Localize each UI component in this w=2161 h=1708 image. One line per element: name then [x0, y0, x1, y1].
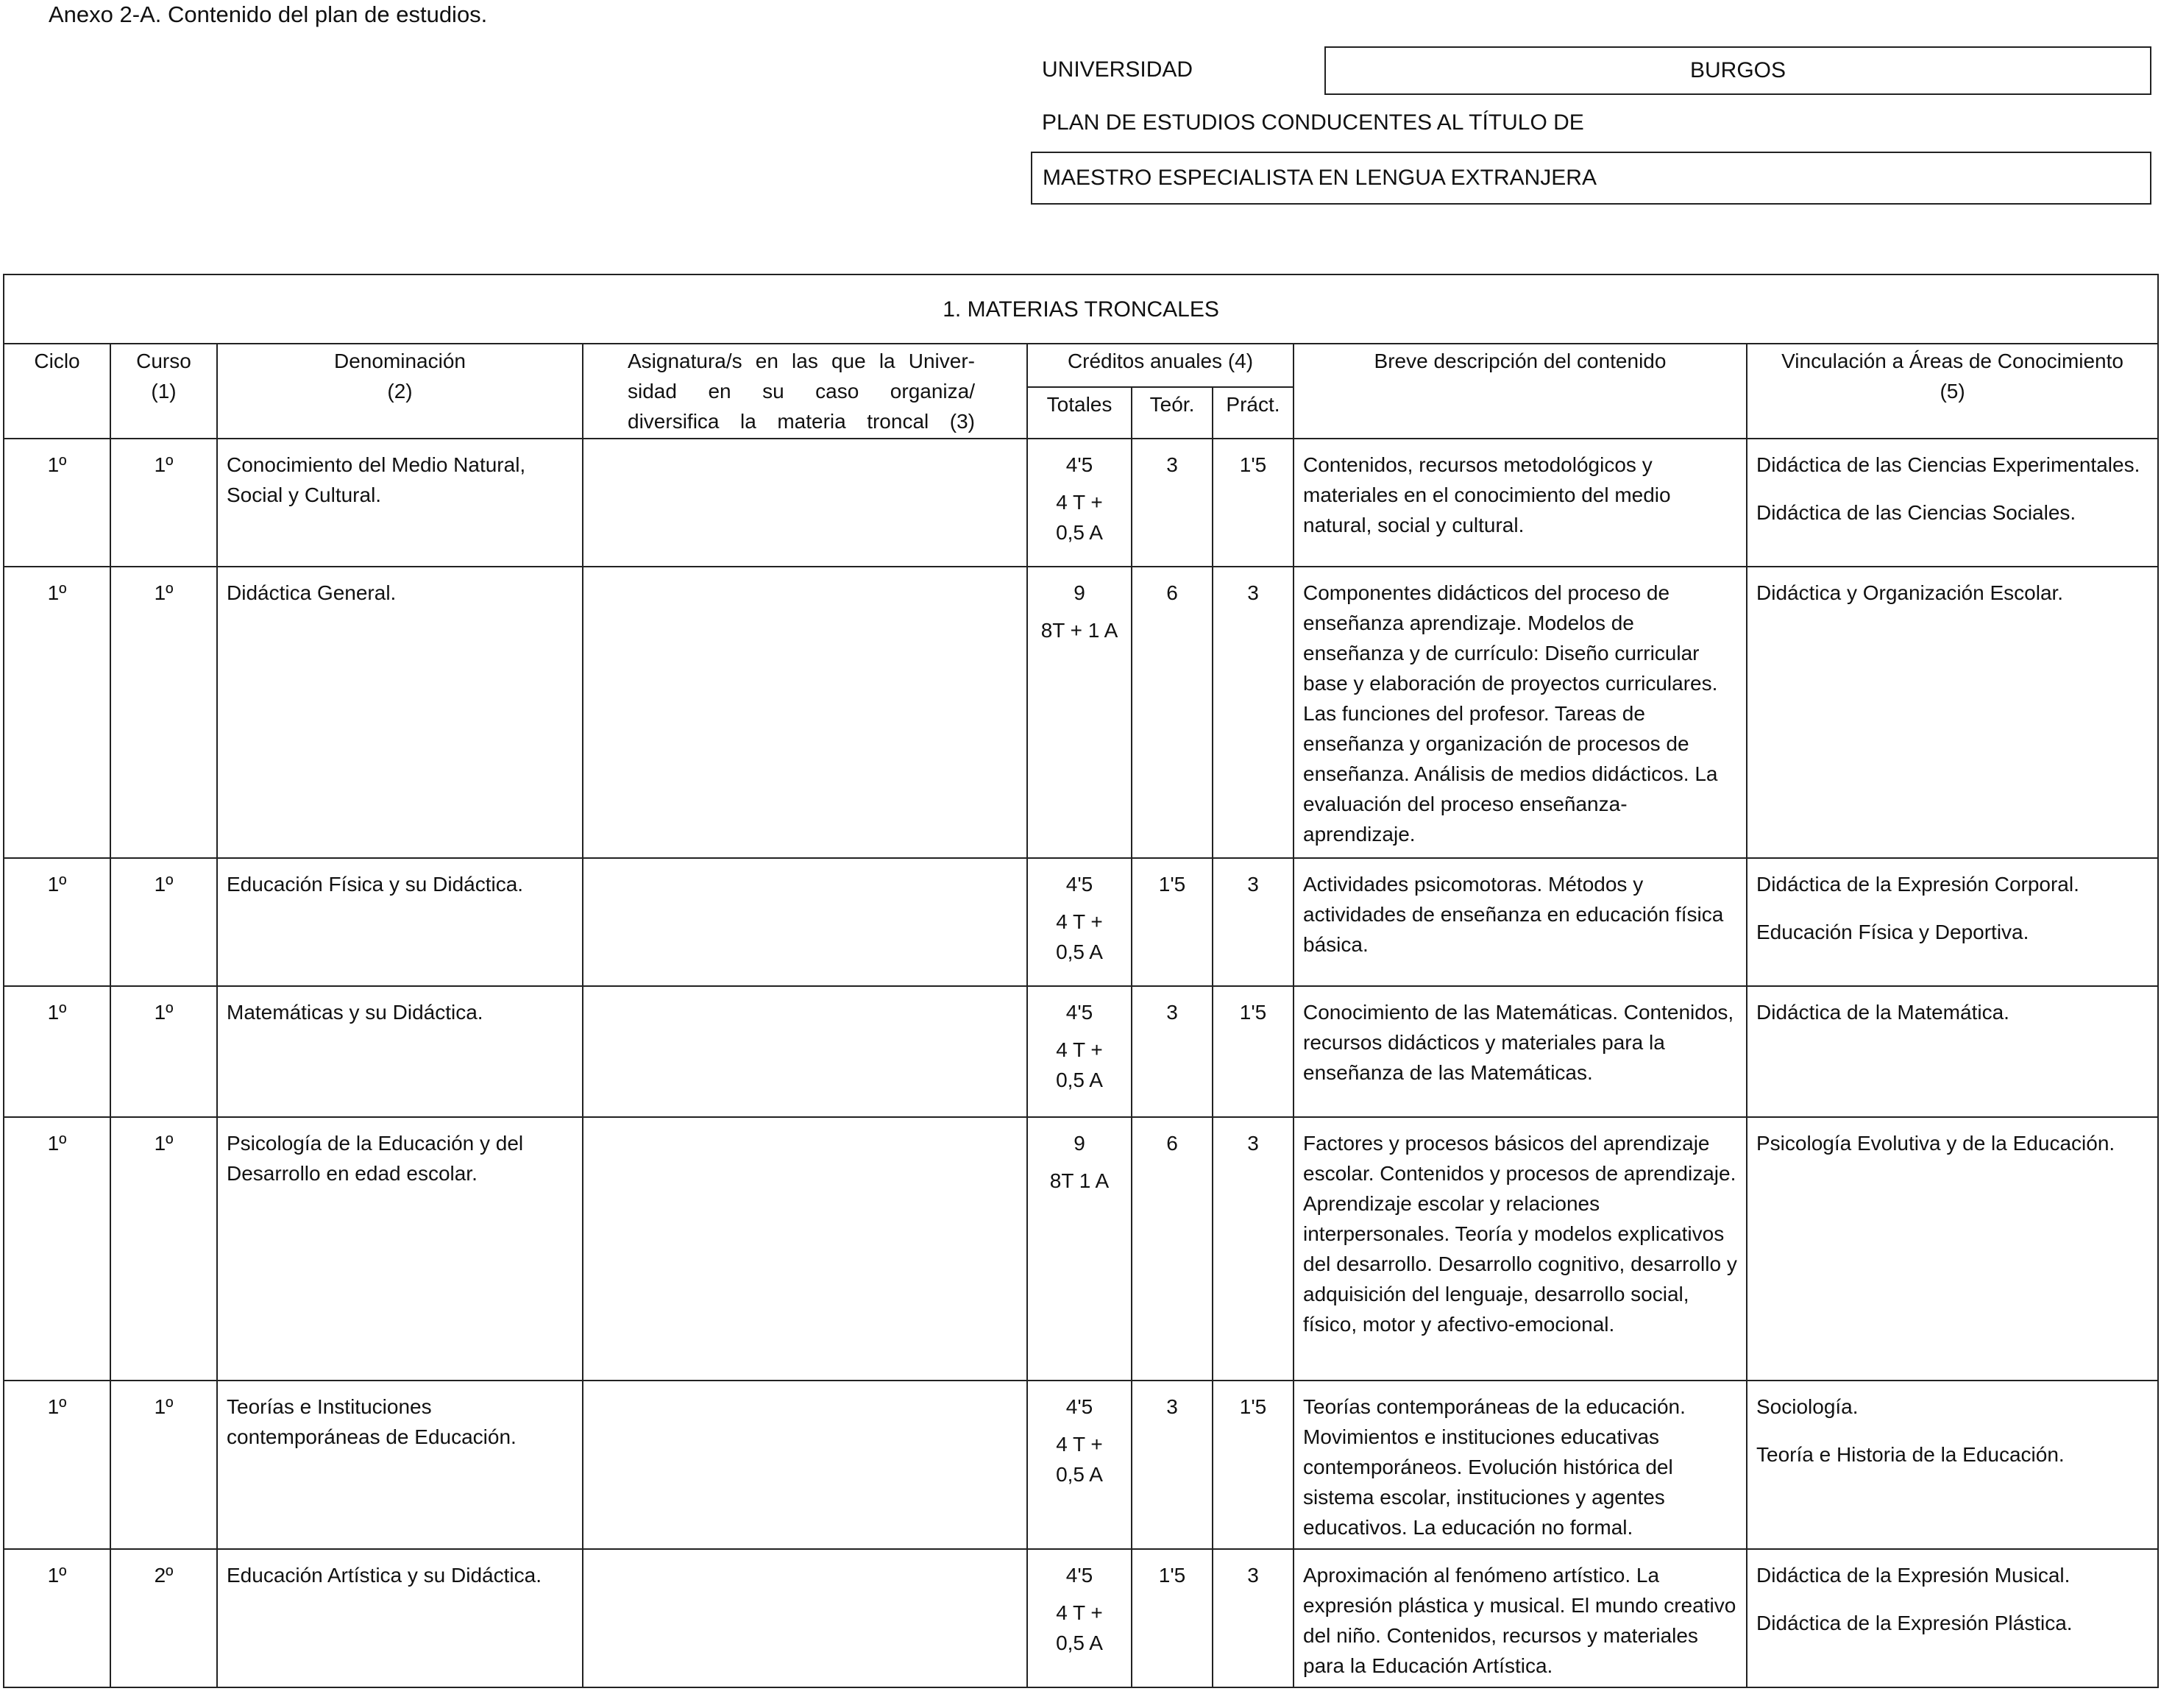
- cell-asignatura: [583, 439, 1027, 567]
- cell-ciclo: 1º: [4, 1381, 110, 1549]
- area-item: Didáctica de la Expresión Plástica.: [1756, 1612, 2073, 1634]
- cell-totales: [1027, 1381, 1132, 1549]
- cell-ciclo: 1º: [4, 439, 110, 567]
- cell-teor: 3: [1132, 986, 1213, 1117]
- table-row: [4, 1117, 2158, 1381]
- area-item: Didáctica de la Expresión Musical.: [1756, 1564, 2070, 1587]
- totales-detail: 4 T + 0,5 A: [1056, 491, 1103, 544]
- header-vinculacion: Vinculación a Áreas de Conocimiento (5): [1747, 344, 2158, 439]
- totales-detail: 4 T + 0,5 A: [1056, 1601, 1103, 1654]
- cell-asignatura: [583, 858, 1027, 986]
- area-item: Didáctica de la Expresión Corporal.: [1756, 873, 2079, 896]
- subjects-table: [3, 274, 2159, 1688]
- cell-denominacion: Teorías e Instituciones contemporáneas de Educación.: [217, 1381, 583, 1549]
- cell-totales: [1027, 858, 1132, 986]
- header-teor: Teór.: [1132, 387, 1213, 439]
- totales-value: 4'5: [1065, 1001, 1093, 1024]
- cell-curso: 1º: [110, 858, 217, 986]
- header-creditos: Créditos anuales (4): [1027, 344, 1294, 387]
- cell-areas: [1747, 986, 2158, 1117]
- area-item: Didáctica de las Ciencias Sociales.: [1756, 501, 2076, 524]
- totales-value: 4'5: [1065, 453, 1093, 476]
- totales-detail: 4 T + 0,5 A: [1056, 1038, 1103, 1091]
- area-item: Didáctica y Organización Escolar.: [1756, 581, 2064, 604]
- cell-denominacion: Matemáticas y su Didáctica.: [217, 986, 583, 1117]
- cell-pract: 3: [1213, 858, 1294, 986]
- area-item: Didáctica de la Matemática.: [1756, 1001, 2009, 1024]
- degree-title-field: [1031, 152, 2151, 205]
- totales-value: 4'5: [1065, 873, 1093, 896]
- cell-teor: 3: [1132, 1381, 1213, 1549]
- cell-ciclo: 1º: [4, 1549, 110, 1687]
- cell-descripcion: Actividades psicomotoras. Métodos y actividades de enseñanza en educación física básica.: [1294, 858, 1747, 986]
- cell-ciclo: 1º: [4, 567, 110, 858]
- cell-asignatura: [583, 1549, 1027, 1687]
- cell-denominacion: Educación Física y su Didáctica.: [217, 858, 583, 986]
- university-label: UNIVERSIDAD: [1042, 57, 1193, 82]
- totales-value: 9: [1074, 581, 1085, 604]
- table-row: [4, 1381, 2158, 1549]
- header-denominacion: Denominación (2): [217, 344, 583, 439]
- cell-asignatura: [583, 986, 1027, 1117]
- totales-detail: 8T + 1 A: [1040, 619, 1118, 642]
- cell-descripcion: Factores y procesos básicos del aprendizaje escolar. Contenidos y procesos de aprendizaje. Aprendizaje escolar y relaciones interpersonales. Teoría y modelos explicativos del desarrollo. Desarrollo cognitivo, desarrollo y adquisición del lenguaje, desarrollo social, físico, motor y afectivo-emocional.: [1294, 1117, 1747, 1381]
- header-asignatura: Asignatura/s en las que la Univer- sidad en su caso organiza/ diversifica la materia troncal (3): [583, 344, 1027, 439]
- totales-value: 4'5: [1065, 1395, 1093, 1418]
- cell-curso: 2º: [110, 1549, 217, 1687]
- cell-denominacion: Educación Artística y su Didáctica.: [217, 1549, 583, 1687]
- university-field: [1324, 46, 2151, 95]
- cell-ciclo: 1º: [4, 1117, 110, 1381]
- cell-teor: 1'5: [1132, 1549, 1213, 1687]
- section-title: 1. MATERIAS TRONCALES: [4, 274, 2158, 344]
- totales-detail: 4 T + 0,5 A: [1056, 910, 1103, 963]
- header-ciclo: Ciclo: [4, 344, 110, 439]
- cell-pract: 1'5: [1213, 986, 1294, 1117]
- table-row: [4, 1549, 2158, 1687]
- cell-descripcion: Contenidos, recursos metodológicos y materiales en el conocimiento del medio natural, social y cultural.: [1294, 439, 1747, 567]
- cell-denominacion: Psicología de la Educación y del Desarrollo en edad escolar.: [217, 1117, 583, 1381]
- cell-totales: [1027, 1549, 1132, 1687]
- cell-ciclo: 1º: [4, 986, 110, 1117]
- cell-descripcion: Teorías contemporáneas de la educación. Movimientos e instituciones educativas contemporáneos. Evolución histórica del sistema escolar, instituciones y agentes educativos. La educación no formal.: [1294, 1381, 1747, 1549]
- cell-asignatura: [583, 1117, 1027, 1381]
- area-item: Educación Física y Deportiva.: [1756, 921, 2029, 943]
- plan-label: PLAN DE ESTUDIOS CONDUCENTES AL TÍTULO DE: [1042, 110, 1584, 135]
- cell-asignatura: [583, 1381, 1027, 1549]
- cell-asignatura: [583, 567, 1027, 858]
- totales-detail: 4 T + 0,5 A: [1056, 1433, 1103, 1486]
- cell-denominacion: Conocimiento del Medio Natural, Social y Cultural.: [217, 439, 583, 567]
- cell-curso: 1º: [110, 1381, 217, 1549]
- cell-areas: [1747, 567, 2158, 858]
- annex-title: Anexo 2-A. Contenido del plan de estudios.: [49, 1, 488, 27]
- cell-ciclo: 1º: [4, 858, 110, 986]
- header-descripcion: Breve descripción del contenido: [1294, 344, 1747, 439]
- cell-pract: 1'5: [1213, 1381, 1294, 1549]
- cell-descripcion: Conocimiento de las Matemáticas. Contenidos, recursos didácticos y materiales para la enseñanza de las Matemáticas.: [1294, 986, 1747, 1117]
- totales-detail: 8T 1 A: [1049, 1169, 1110, 1192]
- cell-areas: [1747, 1549, 2158, 1687]
- cell-areas: [1747, 1117, 2158, 1381]
- table-row: [4, 439, 2158, 567]
- area-item: Teoría e Historia de la Educación.: [1756, 1443, 2065, 1466]
- cell-curso: 1º: [110, 1117, 217, 1381]
- cell-totales: [1027, 986, 1132, 1117]
- degree-title: MAESTRO ESPECIALISTA EN LENGUA EXTRANJERA: [1043, 166, 1597, 190]
- cell-teor: 6: [1132, 567, 1213, 858]
- cell-pract: 3: [1213, 567, 1294, 858]
- cell-curso: 1º: [110, 439, 217, 567]
- cell-pract: 1'5: [1213, 439, 1294, 567]
- cell-teor: 6: [1132, 1117, 1213, 1381]
- cell-curso: 1º: [110, 986, 217, 1117]
- cell-totales: [1027, 439, 1132, 567]
- cell-pract: 3: [1213, 1117, 1294, 1381]
- cell-areas: [1747, 1381, 2158, 1549]
- cell-descripcion: Componentes didácticos del proceso de enseñanza aprendizaje. Modelos de enseñanza y de currículo: Diseño curricular base y elaboración de proyectos curriculares. Las funciones del profesor. Tareas de enseñanza y organización de procesos de enseñanza. Análisis de medios didácticos. La evaluación del proceso enseñanza-aprendizaje.: [1294, 567, 1747, 858]
- totales-value: 4'5: [1065, 1564, 1093, 1587]
- area-item: Sociología.: [1756, 1395, 1859, 1418]
- cell-totales: [1027, 1117, 1132, 1381]
- cell-teor: 1'5: [1132, 858, 1213, 986]
- cell-areas: [1747, 858, 2158, 986]
- header-curso: Curso (1): [110, 344, 217, 439]
- totales-value: 9: [1074, 1132, 1085, 1155]
- table-row: [4, 858, 2158, 986]
- table-row: [4, 567, 2158, 858]
- cell-curso: 1º: [110, 567, 217, 858]
- cell-totales: [1027, 567, 1132, 858]
- header-pract: Práct.: [1213, 387, 1294, 439]
- cell-pract: 3: [1213, 1549, 1294, 1687]
- table-row: [4, 986, 2158, 1117]
- cell-denominacion: Didáctica General.: [217, 567, 583, 858]
- area-item: Psicología Evolutiva y de la Educación.: [1756, 1132, 2115, 1155]
- header-totales: Totales: [1027, 387, 1132, 439]
- cell-descripcion: Aproximación al fenómeno artístico. La expresión plástica y musical. El mundo creativo del niño. Contenidos, recursos y materiales para la Educación Artística.: [1294, 1549, 1747, 1687]
- university-value: BURGOS: [1689, 58, 1786, 82]
- cell-areas: [1747, 439, 2158, 567]
- cell-teor: 3: [1132, 439, 1213, 567]
- area-item: Didáctica de las Ciencias Experimentales.: [1756, 453, 2140, 476]
